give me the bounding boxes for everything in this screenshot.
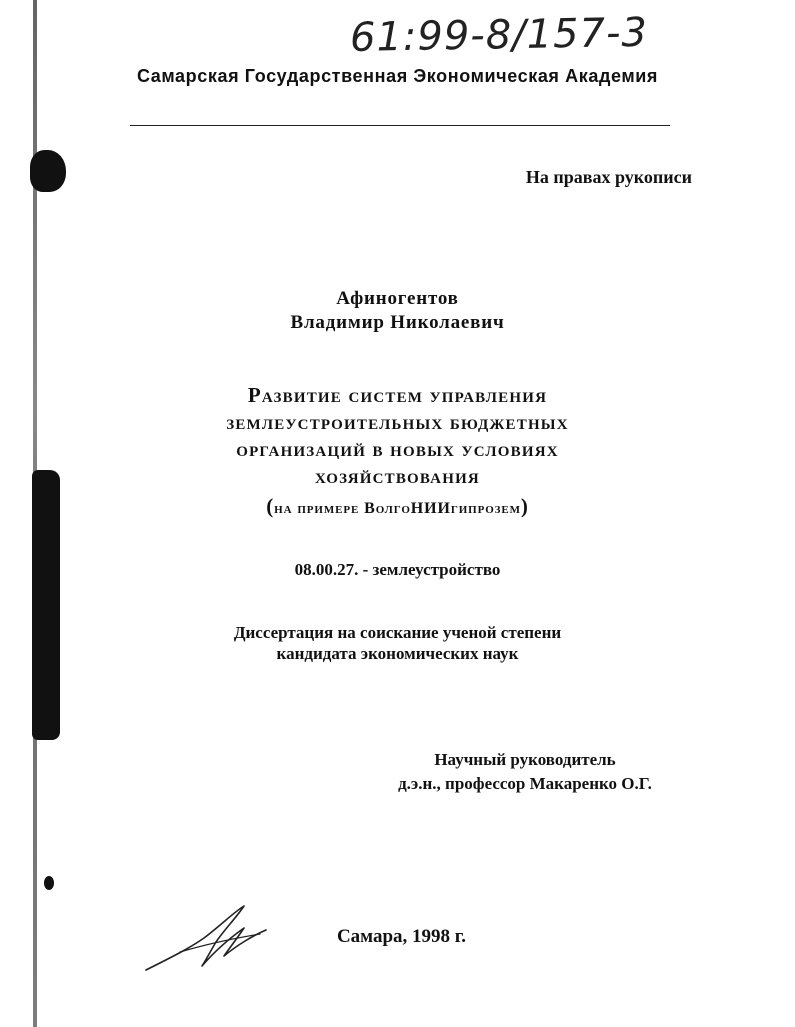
degree-line-1: Диссертация на соискание ученой степени (233, 623, 562, 642)
degree-statement (0, 622, 795, 664)
author-surname: Афиногентов (336, 288, 459, 309)
author-given-names: Владимир Николаевич (290, 312, 505, 333)
subtitle-open-paren: ( (266, 494, 275, 518)
title-line: организаций в новых условиях (236, 437, 559, 461)
city-and-year: Самара, 1998 г. (336, 926, 467, 947)
degree-line-2: кандидата экономических наук (276, 644, 519, 663)
subtitle-close-paren: ) (520, 494, 529, 518)
specialty-code: 08.00.27. - землеустройство (294, 560, 501, 579)
scan-binding-mark-top (30, 150, 66, 192)
title-line: хозяйствования (315, 464, 480, 488)
scan-binding-mark-bottom (44, 876, 54, 890)
dissertation-subtitle (0, 494, 795, 519)
dissertation-title (0, 382, 795, 490)
header-divider (130, 125, 670, 126)
subtitle-text: на примере ВолгоНИИгипрозем (274, 500, 521, 517)
supervisor-label: Научный руководитель (434, 750, 616, 769)
title-line: Развитие систем управления (247, 383, 548, 407)
manuscript-note: На правах рукописи (525, 167, 692, 187)
supervisor-name: д.э.н., профессор Макаренко О.Г. (398, 774, 652, 793)
handwritten-catalog-number: 61:99-8/157-3 (349, 9, 649, 61)
scientific-supervisor (360, 748, 690, 796)
title-line: землеустроительных бюджетных (226, 410, 569, 434)
institution-name: Самарская Государственная Экономическая Академия (136, 66, 659, 86)
